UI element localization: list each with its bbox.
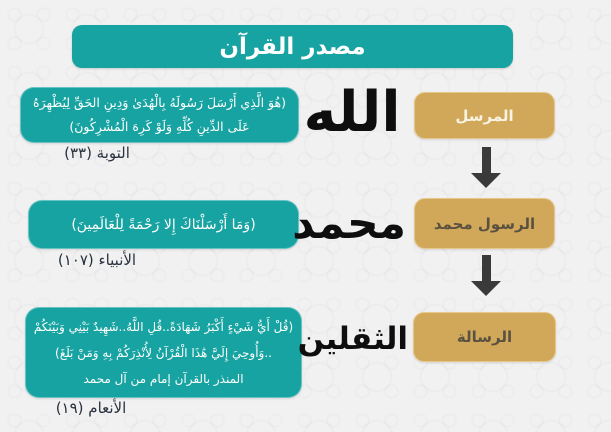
arrow-head [471, 173, 501, 188]
calligraphy-muhammad: محمد [292, 198, 406, 249]
verse-line: المنذر بالقرآن إمام من آل محمد [83, 371, 244, 386]
verse-box-tawbah [20, 87, 299, 143]
label-messenger [414, 198, 555, 249]
label-message [413, 312, 556, 362]
page-title-banner [72, 25, 513, 68]
verse-line: (قُلْ أَيُّ شَيْءٍ أَكْبَرُ شَهَادَةً..قُلِ اللَّهُ..شَهِيدٌ بَيْنِي وَبَيْنَكُمْ [33, 319, 294, 334]
verse-line: (وَمَا أَرْسَلْنَاكَ إِلا رَحْمَةً لِلْعَالَمِينَ) [71, 216, 256, 233]
arrow-shaft [482, 255, 491, 281]
arrow-shaft [482, 147, 491, 173]
label-sender-text: المرسل [455, 106, 514, 125]
verse-box-anaam [25, 307, 302, 398]
label-message-text: الرسالة [456, 328, 513, 346]
calligraphy-thaqalayn: الثقلين [297, 321, 408, 357]
label-sender [414, 92, 555, 139]
verse-reference-anbiya: الأنبياء (١٠٧) [57, 251, 137, 269]
verse-box-anbiya [28, 200, 299, 249]
down-arrow-icon [471, 147, 501, 188]
verse-line: عَلَى الدِّينِ كُلِّهِ وَلَوْ كَرِهَ الْمُشْرِكُونَ) [69, 119, 250, 134]
arrow-head [471, 281, 501, 296]
calligraphy-allah: الله [303, 80, 401, 145]
verse-line: ..وَأُوحِيَ إِلَيَّ هَٰذَا الْقُرْآنُ لِأُنْذِرَكُمْ بِهِ وَمَنْ بَلَغَ) [55, 345, 272, 360]
verse-line: (هُوَ الَّذِي أَرْسَلَ رَسُولَهُ بِالْهُدَىٰ وَدِينِ الحَقِّ لِيُظْهِرَهُ [33, 95, 286, 110]
verse-reference-tawbah: التوبة (٣٣) [64, 144, 130, 162]
down-arrow-icon [471, 255, 501, 296]
verse-reference-anaam: الأنعام (١٩) [55, 399, 127, 417]
page-title: مصدر القرآن [219, 33, 366, 60]
label-messenger-text: الرسول محمد [433, 214, 536, 233]
